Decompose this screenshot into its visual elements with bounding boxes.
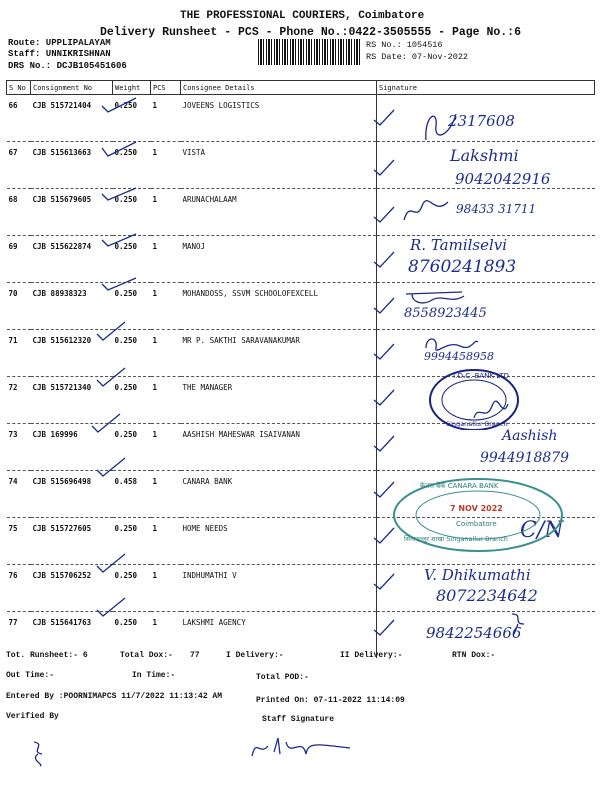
tick-mark-icon [372,434,396,454]
tick-mark-icon [95,552,135,576]
col-consignment: Consignment No [31,81,113,95]
stamp-text: केनरा बैंक CANARA BANK [420,482,499,490]
row-consignee: MANOJ [181,236,377,283]
row-weight: 0.250 [114,618,138,627]
handwritten-phone: 8760241893 [408,257,517,277]
row-sno: 72 [7,377,31,424]
row-sno: 68 [7,189,31,236]
col-pcs: PCS [151,81,181,95]
row-sno: 66 [7,95,31,142]
stamp-date: 7 NOV 2022 [450,504,503,513]
barcode [258,39,360,65]
row-pcs: 1 [151,565,181,612]
row-weight: 0.250 [113,330,151,377]
row-weight: 0.250 [113,236,151,283]
row-pcs: 1 [151,377,181,424]
tick-mark-icon [372,205,396,225]
row-consignee: LAKSHMI AGENCY [182,618,246,627]
tick-mark-icon [90,412,130,436]
stamp-text: सिंगानल्लूर शाखा Singanallur Branch [404,535,508,543]
handwritten-phone: 98433 31711 [456,202,537,216]
staff-signature-label: Staff Signature [262,715,335,724]
table-header-row [7,81,595,95]
tick-mark-icon [95,320,135,344]
row-sno: 71 [7,330,31,377]
staff-signature [246,732,356,762]
col-weight: Weight [113,81,151,95]
row-consignment: CJB 515613663 [31,142,113,189]
row-weight: 0.250 [113,377,151,424]
handwritten-name: R. Tamilselvi [410,236,508,254]
row-consignee: AASHISH MAHESWAR ISAIVANAN [181,424,377,471]
row-consignment: CJB 88938323 [31,283,113,330]
tick-mark-icon [372,108,396,128]
tick-mark-icon [372,618,396,638]
runsheet-subtitle: Delivery Runsheet - PCS - Phone No.:0422-3505555 - Page No.:6 [100,26,521,39]
row-consignment: CJB 169996 [31,424,113,471]
stamp-text: Coimbatore [456,520,497,528]
stamp-text: Singanallur Branch [446,420,508,428]
tick-mark-icon [372,342,396,362]
row-consignment: CJB 515696498 [31,471,113,518]
verified-by-label: Verified By [6,712,59,721]
row-consignment: CJB 515721340 [31,377,113,424]
total-dox-value: 77 [190,651,200,660]
row-consignee: THE MANAGER [181,377,377,424]
row-consignee: MR P. SAKTHI SARAVANAKUMAR [181,330,377,377]
row-weight: 0.250 [113,565,151,612]
row-sno: 75 [7,518,31,565]
row-weight: 0.250 [113,189,151,236]
row-pcs: 1 [151,330,181,377]
handwritten-name: Lakshmi [450,146,519,165]
printed-on: Printed On: 07-11-2022 11:14:09 [256,696,405,705]
handwritten-note: C/N [520,518,564,543]
col-signature: Signature [377,81,595,95]
handwritten-name: Aashish [502,428,558,444]
row-consignee: MOHANDOSS, SSVM SCHOOLOFEXCELL [181,283,377,330]
handwritten-phone: 9944918879 [480,450,570,466]
tick-mark-icon [95,456,135,480]
row-consignee: CANARA BANK [181,471,377,518]
row-pcs: 1 [151,283,181,330]
total-dox-label: Total Dox:- [120,651,173,660]
tick-mark-icon [100,184,140,204]
tick-mark-icon [100,274,140,294]
tick-mark-icon [100,230,140,250]
tick-mark-icon [95,366,135,390]
row-consignee: INDHUMATHI V [181,565,377,612]
row-sno: 74 [7,471,31,518]
out-time-label: Out Time:- [6,671,55,680]
row-sno: 67 [7,142,31,189]
tick-mark-icon [100,140,140,160]
entered-by: Entered By :POORNIMAPCS 11/7/2022 11:13:42 AM [6,692,223,701]
handwritten-note: 2317608 [448,112,515,130]
row-pcs: 1 [151,95,181,142]
row-consignee: VISTA [181,142,377,189]
staff-label: Staff: UNNIKRISHNAN [8,49,111,59]
row-weight: 0.250 [113,95,151,142]
tick-mark-icon [372,250,396,270]
row-weight: 0.250 [113,424,151,471]
tick-mark-icon [372,296,396,316]
row-sno: 76 [7,565,31,612]
tick-mark-icon [95,596,135,620]
total-pod-label: Total POD:- [256,673,309,682]
row-pcs: 1 [151,424,181,471]
col-consignee: Consignee Details [181,81,377,95]
row-consignee: JOVEENS LOGISTICS [181,95,377,142]
row-consignee: HOME NEEDS [181,518,377,565]
drs-number: DRS No.: DCJB105451606 [8,61,127,71]
row-pcs: 1 [151,518,181,565]
row-consignment: CJB 515622874 [31,236,113,283]
rtn-dox-label: RTN Dox:- [452,651,496,660]
handwritten-phone: 8558923445 [404,306,487,321]
row-consignment: CJB 515641763 [32,618,92,627]
row-consignment: CJB 515706252 [31,565,113,612]
row-consignment: CJB 515612320 [31,330,113,377]
in-time-label: In Time:- [132,671,176,680]
handwritten-phone: 9842254666 [426,624,522,642]
row-pcs: 1 [152,618,158,627]
row-weight: 0.250 [113,518,151,565]
signature-scribble [400,196,452,226]
tick-mark-icon [372,572,396,592]
row-consignment: CJB 515727605 [31,518,113,565]
col-sno: S No [7,81,31,95]
row-consignment: CJB 515679605 [31,189,113,236]
tick-mark-icon [372,158,396,178]
handwritten-phone: 8072234642 [436,586,538,605]
row-sno: 73 [7,424,31,471]
row-sno: 77 [8,618,18,627]
row-pcs: 1 [151,236,181,283]
row-sno: 70 [7,283,31,330]
row-consignee: ARUNACHALAAM [181,189,377,236]
company-title: THE PROFESSIONAL COURIERS, Coimbatore [180,10,425,22]
tot-runsheet: Tot. Runsheet:- 6 [6,651,88,660]
i-delivery-label: I Delivery:- [226,651,284,660]
row-consignment: CJB 515721404 [31,95,113,142]
row-weight: 0.458 [113,471,151,518]
row-weight: 0.250 [113,283,151,330]
row-weight: 0.250 [113,142,151,189]
ii-delivery-label: II Delivery:- [340,651,403,660]
tick-mark-icon [100,96,140,116]
handwritten-phone: 9994458958 [424,350,494,363]
row-pcs: 1 [151,142,181,189]
row-pcs: 1 [151,471,181,518]
rs-date: RS Date: 07-Nov-2022 [366,52,469,62]
stamp-text: T.D.C. BANK LTD [452,372,509,380]
handwritten-name: V. Dhikumathi [424,566,531,584]
row-pcs: 1 [151,189,181,236]
route-label: Route: UPPLIPALAYAM [8,38,111,48]
row-sno: 69 [7,236,31,283]
rs-number: RS No.: 1054516 [366,40,443,50]
verifier-signature [26,738,50,768]
handwritten-phone: 9042042916 [455,170,551,188]
